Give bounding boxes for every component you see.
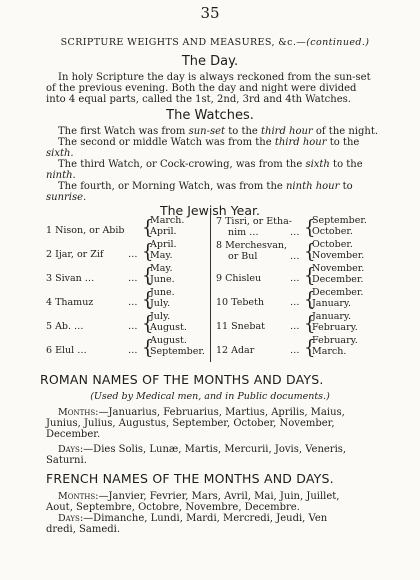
month-name: 8 Merchesvan, bbox=[216, 240, 288, 251]
month-name: 4 Thamuz bbox=[46, 297, 94, 308]
month-equivalent: October. bbox=[312, 226, 353, 237]
leader-dots: … bbox=[290, 273, 300, 284]
day-line-3: into 4 equal parts, called the 1st, 2nd, 3rd and 4th Watches. bbox=[46, 94, 351, 105]
leader-dots: … bbox=[128, 249, 138, 260]
month-equivalent: August. bbox=[150, 322, 187, 333]
day-line-2: of the previous evening. Both the day and night were divided bbox=[46, 83, 357, 94]
roman-days-line-1: Days:—Dies Solis, Lunæ, Martis, Mercurii, Jovis, Veneris, bbox=[58, 444, 347, 455]
watch-4-cont: sunrise. bbox=[46, 192, 87, 203]
watch-1: The first Watch was from sun-set to the third hour of the night. bbox=[58, 126, 379, 137]
month-equivalent: February. bbox=[312, 335, 358, 346]
month-name: 12 Adar bbox=[216, 345, 255, 356]
month-name: 2 Ijar, or Zif bbox=[46, 249, 104, 260]
leader-dots: … bbox=[128, 273, 138, 284]
month-equivalent: November. bbox=[312, 250, 365, 261]
table-divider bbox=[210, 212, 211, 362]
month-name: 1 Nison, or Abib bbox=[46, 225, 125, 236]
french-months-line-2: Aout, Septembre, Octobre, Novembre, Decembre. bbox=[46, 502, 300, 513]
section-title-french: FRENCH NAMES OF THE MONTHS AND DAYS. bbox=[46, 471, 334, 486]
month-equivalent: June. bbox=[150, 274, 175, 285]
month-equivalent: October. bbox=[312, 239, 353, 250]
month-equivalent: July. bbox=[150, 298, 171, 309]
running-head-continued: (continued.) bbox=[306, 37, 370, 48]
brace-icon: { bbox=[142, 263, 154, 287]
brace-icon: { bbox=[142, 335, 154, 359]
month-name: 5 Ab. … bbox=[46, 321, 84, 332]
brace-icon: { bbox=[304, 263, 316, 287]
french-months-line-1: Months:—Janvier, Fevrier, Mars, Avril, Mai, Juin, Juillet, bbox=[58, 491, 340, 502]
section-title-watches: The Watches. bbox=[166, 108, 254, 123]
month-equivalent: March. bbox=[150, 215, 185, 226]
page-number: 35 bbox=[200, 4, 220, 22]
french-days-line-2: dredi, Samedi. bbox=[46, 524, 121, 535]
leader-dots: … bbox=[290, 297, 300, 308]
leader-dots: … bbox=[290, 321, 300, 332]
month-equivalent: April. bbox=[150, 226, 177, 237]
watch-2-cont: sixth. bbox=[46, 148, 74, 159]
brace-icon: { bbox=[142, 239, 154, 263]
leader-dots: … bbox=[290, 251, 300, 262]
month-name: 6 Elul … bbox=[46, 345, 87, 356]
french-days-line-1: Days:—Dimanche, Lundi, Mardi, Mercredi, Jeudi, Ven bbox=[58, 513, 328, 524]
brace-icon: { bbox=[142, 215, 154, 239]
brace-icon: { bbox=[304, 215, 316, 239]
month-name-cont: or Bul bbox=[228, 251, 258, 262]
watch-3: The third Watch, or Cock-crowing, was from the sixth to the bbox=[58, 159, 363, 170]
month-equivalent: March. bbox=[312, 346, 347, 357]
section-title-day: The Day. bbox=[181, 54, 239, 69]
month-equivalent: September. bbox=[150, 346, 205, 357]
month-equivalent: December. bbox=[312, 274, 364, 285]
french-days-label: Days bbox=[58, 513, 80, 524]
month-name: 10 Tebeth bbox=[216, 297, 264, 308]
brace-icon: { bbox=[304, 311, 316, 335]
month-name-cont: nim … bbox=[228, 227, 259, 238]
running-head-main: SCRIPTURE WEIGHTS AND MEASURES, &c.— bbox=[60, 37, 307, 48]
month-equivalent: December. bbox=[312, 287, 364, 298]
roman-months-line-1: Months:—Januarius, Februarius, Martius, Aprilis, Maius, bbox=[58, 407, 345, 418]
brace-icon: { bbox=[142, 311, 154, 335]
watch-4: The fourth, or Morning Watch, was from the ninth hour to bbox=[58, 181, 353, 192]
leader-dots: … bbox=[290, 227, 300, 238]
month-equivalent: January. bbox=[312, 311, 352, 322]
brace-icon: { bbox=[304, 239, 316, 263]
brace-icon: { bbox=[304, 335, 316, 359]
day-line-1: In holy Scripture the day is always reckoned from the sun-set bbox=[58, 72, 371, 83]
month-equivalent: January. bbox=[312, 298, 352, 309]
month-equivalent: April. bbox=[150, 239, 177, 250]
roman-subtitle: (Used by Medical men, and in Public documents.) bbox=[90, 391, 330, 402]
month-equivalent: May. bbox=[150, 263, 173, 274]
leader-dots: … bbox=[128, 297, 138, 308]
month-name: 9 Chisleu bbox=[216, 273, 262, 284]
roman-months-label: Months bbox=[58, 407, 96, 418]
leader-dots: … bbox=[290, 345, 300, 356]
watch-3-cont: ninth. bbox=[46, 170, 76, 181]
leader-dots: … bbox=[128, 321, 138, 332]
leader-dots: … bbox=[128, 345, 138, 356]
month-equivalent: August. bbox=[150, 335, 187, 346]
month-equivalent: September. bbox=[312, 215, 367, 226]
month-name: 11 Snebat bbox=[216, 321, 265, 332]
roman-days-line-2: Saturni. bbox=[46, 455, 87, 466]
section-title-jewish-year: The Jewish Year. bbox=[160, 203, 260, 218]
month-equivalent: July. bbox=[150, 311, 171, 322]
watch-2: The second or middle Watch was from the third hour to the bbox=[58, 137, 360, 148]
running-head bbox=[30, 37, 400, 48]
brace-icon: { bbox=[142, 287, 154, 311]
month-equivalent: November. bbox=[312, 263, 365, 274]
french-months-label: Months bbox=[58, 491, 96, 502]
roman-days-label: Days bbox=[58, 444, 80, 455]
roman-months-line-2: Junius, Julius, Augustus, September, October, November, bbox=[46, 418, 335, 429]
month-name: 3 Sivan … bbox=[46, 273, 95, 284]
month-equivalent: February. bbox=[312, 322, 358, 333]
month-name: 7 Tisri, or Etha- bbox=[216, 216, 292, 227]
month-equivalent: June. bbox=[150, 287, 175, 298]
roman-months-line-3: December. bbox=[46, 429, 101, 440]
section-title-roman: ROMAN NAMES OF THE MONTHS AND DAYS. bbox=[40, 372, 324, 387]
brace-icon: { bbox=[304, 287, 316, 311]
month-equivalent: May. bbox=[150, 250, 173, 261]
